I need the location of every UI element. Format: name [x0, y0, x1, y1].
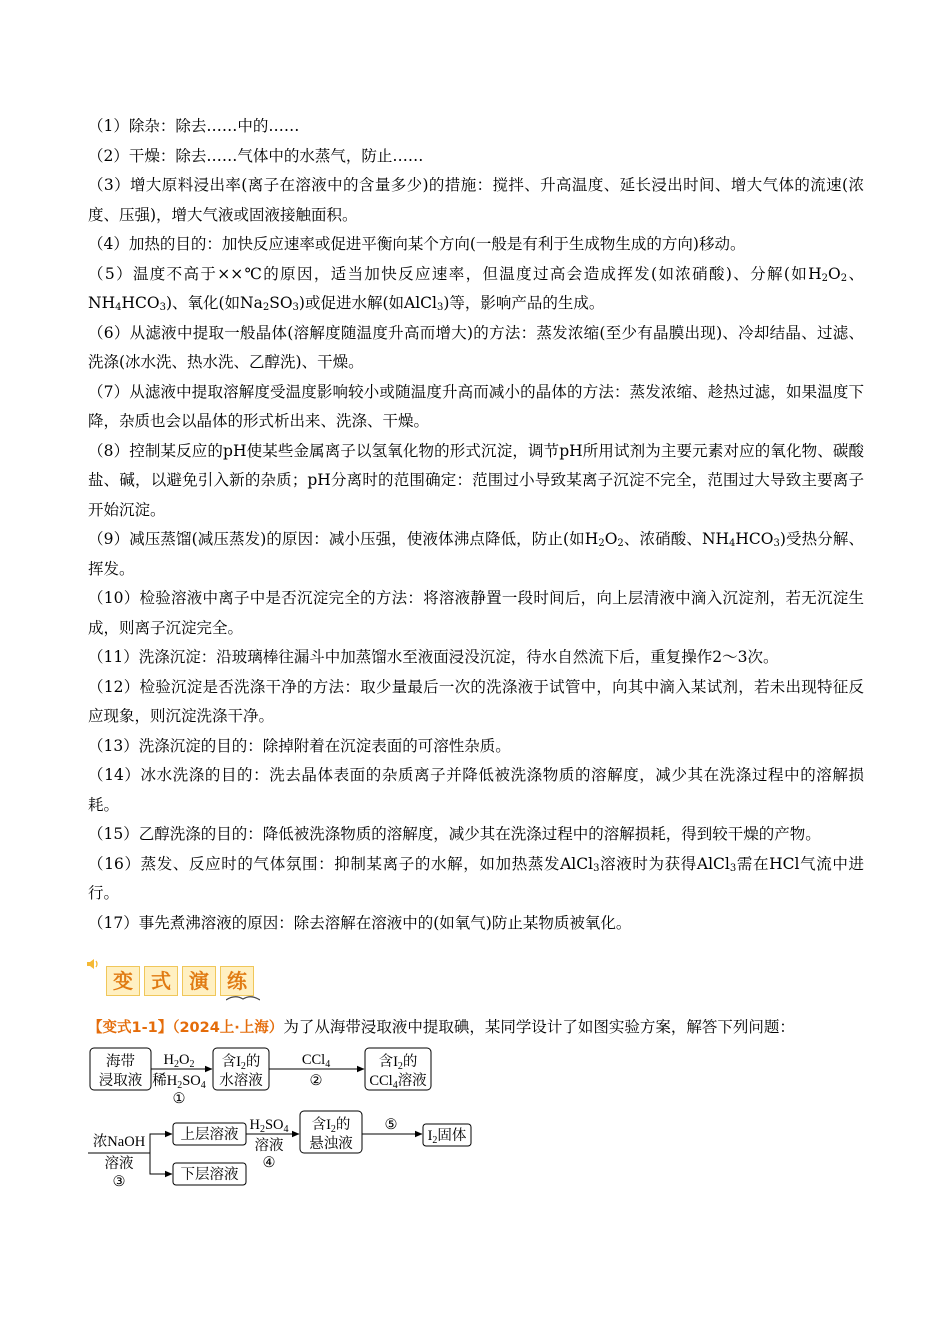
- banner-char: 变: [106, 966, 140, 996]
- method-item-9: （9）减压蒸馏(减压蒸发)的原因：减小压强，使液体沸点降低，防止(如$H_2O_2$、浓硝酸、$NH_4HCO_3$)受热分解、挥发。: [88, 530, 864, 578]
- method-list: [88, 112, 864, 938]
- method-item-3: （3）增大原料浸出率(离子在溶液中的含量多少)的措施：搅拌、升高温度、延长浸出时间、增大气体的流速(浓度、压强)，增大气液或固液接触面积。: [88, 176, 864, 224]
- section-banner: [86, 958, 256, 1002]
- flow-label: 浓NaOH: [92, 1134, 146, 1150]
- method-item-5: （5）温度不高于××℃的原因，适当加快反应速率，但温度过高会造成挥发(如浓硝酸)、分解(如$H_2O_2$、$NH_4HCO_3$)、氧化(如$Na_2SO_3$)或促进水解(如AlCl$_3$)等，影响产品的生成。: [88, 264, 864, 313]
- method-item-8: （8）控制某反应的pH使某些金属离子以氢氧化物的形式沉淀，调节pH所用试剂为主要元素对应的氧化物、碳酸盐、碱，以避免引入新的杂质；pH分离时的范围确定：范围过小导致某离子沉淀不完全，范围过大导致主要离子开始沉淀。: [88, 441, 864, 519]
- method-item-1: （1）除杂：除去……中的……: [88, 117, 300, 135]
- method-item-4: （4）加热的目的：加快反应速率或促进平衡向某个方向(一般是有利于生成物生成的方向)移动。: [88, 235, 746, 253]
- flow-label: CCl$_4$溶液: [369, 1073, 427, 1091]
- flow-label: 溶液: [104, 1156, 134, 1172]
- flow-label: $H_2SO_4$: [249, 1117, 289, 1135]
- flow-label: CCl$_4$: [301, 1052, 331, 1070]
- method-item-15: （15）乙醇洗涤的目的：降低被洗涤物质的溶解度，减少其在洗涤过程中的溶解损耗，得到较干燥的产物。: [88, 825, 821, 843]
- question-stem: [88, 1014, 888, 1041]
- flow-label: ②: [309, 1073, 323, 1089]
- flow-label: ③: [112, 1174, 126, 1190]
- method-item-6: （6）从滤液中提取一般晶体(溶解度随温度升高而增大)的方法：蒸发浓缩(至少有晶膜出现)、冷却结晶、过滤、洗涤(冰水洗、热水洗、乙醇洗)、干燥。: [88, 323, 864, 371]
- method-item-7: （7）从滤液中提取溶解度受温度影响较小或随温度升高而减小的晶体的方法：蒸发浓缩、趁热过滤，如果温度下降，杂质也会以晶体的形式析出来、洗涤、干燥。: [88, 382, 864, 430]
- flow-label: 浸取液: [98, 1073, 143, 1089]
- flow-label: $I_2$固体: [427, 1128, 467, 1146]
- flow-diagram: [86, 1044, 486, 1194]
- flow-label: ⑤: [384, 1117, 398, 1133]
- method-item-12: （12）检验沉淀是否洗涤干净的方法：取少量最后一次的洗涤液于试管中，向其中滴入某试剂，若未出现特征反应现象，则沉淀洗涤干净。: [88, 677, 864, 725]
- flow-label: ①: [172, 1091, 186, 1107]
- flow-label: 水溶液: [219, 1073, 263, 1089]
- banner-book-decoration: [226, 994, 260, 1002]
- banner-char: 演: [182, 966, 216, 996]
- flow-label: 含$I_2$的: [378, 1054, 418, 1072]
- banner-char: 式: [144, 966, 178, 996]
- banner-char: 练: [220, 966, 254, 996]
- method-item-11: （11）洗涤沉淀：沿玻璃棒往漏斗中加蒸馏水至液面浸没沉淀，待水自然流下后，重复操作2～3次。: [88, 648, 779, 666]
- flow-label: 稀$H_2SO_4$: [152, 1073, 206, 1091]
- flow-label: 下层溶液: [180, 1167, 239, 1183]
- flow-label: 悬浊液: [309, 1136, 353, 1152]
- question-label: 【变式1-1】（2024上·上海）: [88, 1020, 284, 1036]
- question-text: 为了从海带浸取液中提取碘，某同学设计了如图实验方案，解答下列问题：: [283, 1018, 795, 1036]
- flow-label: 含$I_2$的: [221, 1054, 261, 1072]
- flow-label: ④: [262, 1155, 276, 1171]
- flow-label: 溶液: [254, 1138, 284, 1154]
- arrow-step3-lower: [150, 1153, 172, 1174]
- method-item-10: （10）检验溶液中离子中是否沉淀完全的方法：将溶液静置一段时间后，向上层清液中滴入沉淀剂，若无沉淀生成，则离子沉淀完全。: [88, 589, 864, 637]
- flow-label: $H_2O_2$: [163, 1052, 195, 1070]
- method-item-16: （16）蒸发、反应时的气体氛围：抑制某离子的水解，如加热蒸发AlCl$_3$溶液时为获得AlCl$_3$需在HCl气流中进行。: [88, 854, 864, 902]
- arrow-step3-upper: [150, 1134, 172, 1153]
- method-item-13: （13）洗涤沉淀的目的：除掉附着在沉淀表面的可溶性杂质。: [88, 736, 511, 755]
- method-item-14: （14）冰水洗涤的目的：洗去晶体表面的杂质离子并降低被洗涤物质的溶解度，减少其在洗涤过程中的溶解损耗。: [88, 766, 864, 814]
- flow-label: 海带: [106, 1054, 135, 1070]
- flow-label: 上层溶液: [180, 1127, 239, 1143]
- method-item-17: （17）事先煮沸溶液的原因：除去溶解在溶液中的(如氧气)防止某物质被氧化。: [88, 913, 632, 932]
- speaker-icon: [86, 958, 100, 970]
- method-item-2: （2）干燥：除去……气体中的水蒸气，防止……: [88, 146, 424, 165]
- flow-label: 含$I_2$的: [311, 1117, 351, 1135]
